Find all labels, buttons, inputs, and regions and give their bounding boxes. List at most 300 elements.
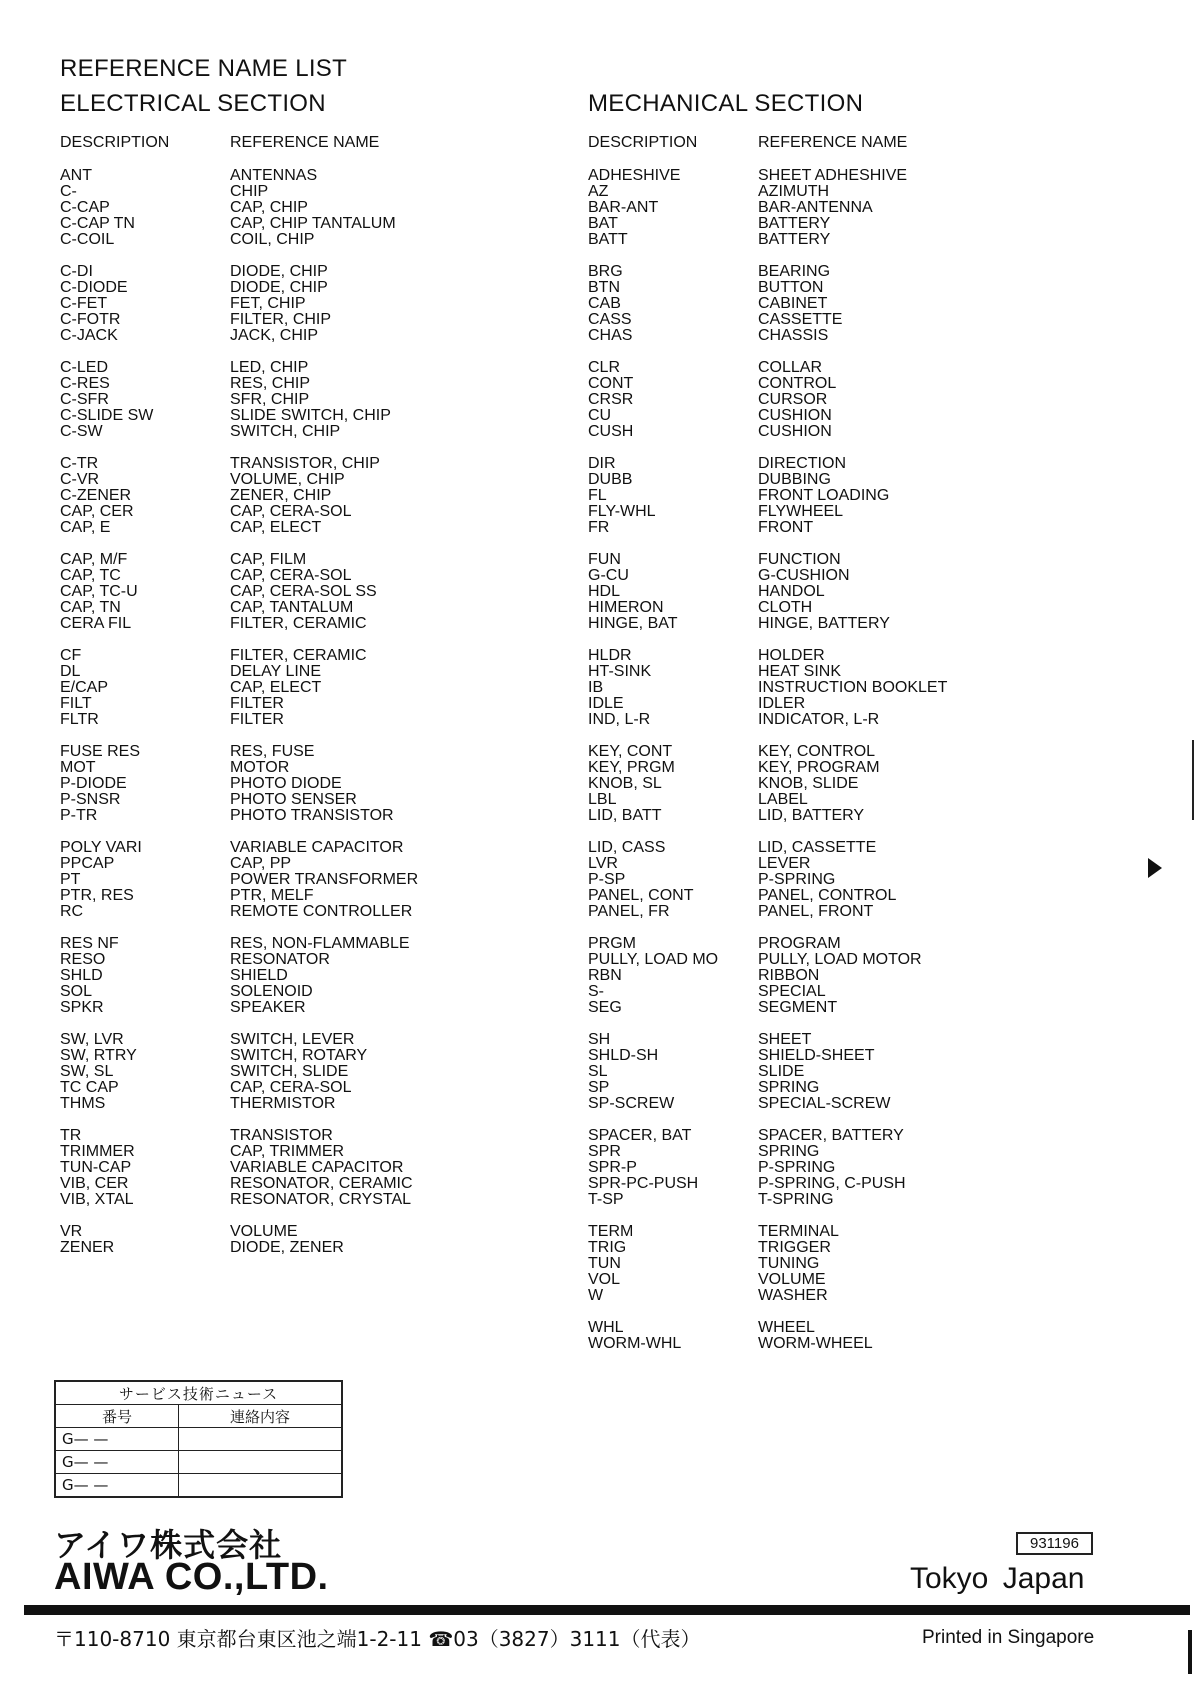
entry-reference-name: JACK, CHIP	[230, 327, 319, 344]
entry-description: CAP, TC	[60, 567, 121, 584]
entry-row	[588, 264, 947, 280]
entry-reference-name: SPECIAL-SCREW	[758, 1095, 891, 1112]
entry-description: CHAS	[588, 327, 633, 344]
entry-row	[60, 904, 418, 920]
entry-group	[588, 1320, 947, 1352]
entry-row	[588, 392, 947, 408]
entry-reference-name: DIRECTION	[758, 455, 846, 472]
entry-row	[60, 1176, 418, 1192]
entry-description: TC CAP	[60, 1079, 119, 1096]
entry-row	[60, 1064, 418, 1080]
entry-reference-name: DUBBING	[758, 471, 831, 488]
entry-description: RESO	[60, 951, 106, 968]
entry-row	[60, 760, 418, 776]
entry-row	[588, 360, 947, 376]
entry-description: CUSH	[588, 423, 634, 440]
entry-reference-name: COLLAR	[758, 359, 823, 376]
entry-reference-name: PANEL, CONTROL	[758, 887, 897, 904]
entry-reference-name: DIODE, CHIP	[230, 263, 328, 280]
entry-description: HIMERON	[588, 599, 664, 616]
margin-arrow-icon	[1148, 858, 1162, 878]
entry-reference-name: SWITCH, LEVER	[230, 1031, 355, 1048]
entry-reference-name: RESONATOR	[230, 951, 330, 968]
entry-row	[588, 696, 947, 712]
entry-description: FL	[588, 487, 607, 504]
entry-row	[588, 680, 947, 696]
entry-description: AZ	[588, 183, 609, 200]
entry-description: PULLY, LOAD MO	[588, 951, 719, 968]
entry-reference-name: PANEL, FRONT	[758, 903, 874, 920]
entry-description: SW, LVR	[60, 1031, 124, 1048]
footer-rule	[24, 1605, 1190, 1615]
entry-row	[60, 872, 418, 888]
entry-row	[588, 808, 947, 824]
entry-row	[588, 712, 947, 728]
entry-description: C-FOTR	[60, 311, 121, 328]
entry-row	[60, 408, 418, 424]
entry-description: IDLE	[588, 695, 624, 712]
service-number-header: 番号	[55, 1405, 179, 1428]
entry-description: SHLD	[60, 967, 103, 984]
entry-row	[588, 328, 947, 344]
entry-reference-name: CURSOR	[758, 391, 828, 408]
entry-group	[588, 360, 947, 440]
entry-reference-name: RESONATOR, CERAMIC	[230, 1175, 413, 1192]
entry-reference-name: SHEET	[758, 1031, 812, 1048]
entry-row	[588, 168, 947, 184]
entry-reference-name: PTR, MELF	[230, 887, 314, 904]
entry-group	[588, 1032, 947, 1112]
entry-description: C-SW	[60, 423, 103, 440]
entry-row	[60, 680, 418, 696]
entry-row	[588, 568, 947, 584]
entry-description: PANEL, CONT	[588, 887, 694, 904]
entry-description: HDL	[588, 583, 621, 600]
entry-reference-name: RESONATOR, CRYSTAL	[230, 1191, 412, 1208]
entry-description: W	[588, 1287, 604, 1304]
entry-row	[60, 1000, 418, 1016]
company-address: 〒110-8710 東京都台東区池之端1-2-11 ☎03（3827）3111（代表）	[54, 1627, 701, 1651]
entry-reference-name: VOLUME	[230, 1223, 298, 1240]
entry-description: SPR-P	[588, 1159, 637, 1176]
entry-description: FLY-WHL	[588, 503, 656, 520]
entry-reference-name: WORM-WHEEL	[758, 1335, 873, 1352]
entry-description: LID, CASS	[588, 839, 666, 856]
entry-group	[588, 1224, 947, 1304]
entry-reference-name: FILTER	[230, 711, 284, 728]
electrical-section-title: ELECTRICAL SECTION	[60, 90, 326, 117]
entry-reference-name: CAP, CERA-SOL SS	[230, 583, 377, 600]
entry-reference-name: BAR-ANTENNA	[758, 199, 873, 216]
entry-reference-name: CUSHION	[758, 423, 832, 440]
entry-group	[588, 744, 947, 824]
entry-row	[588, 888, 947, 904]
entry-row	[588, 184, 947, 200]
entry-row	[588, 376, 947, 392]
entry-row	[588, 1080, 947, 1096]
entry-reference-name: TUNING	[758, 1255, 820, 1272]
entry-row	[588, 744, 947, 760]
mechanical-description-header: DESCRIPTION	[588, 134, 698, 151]
entry-description: CAP, TC-U	[60, 583, 138, 600]
entry-row	[60, 664, 418, 680]
entry-reference-name: CAP, CERA-SOL	[230, 1079, 352, 1096]
entry-reference-name: MOTOR	[230, 759, 290, 776]
entry-row	[588, 968, 947, 984]
service-content-header: 連絡内容	[179, 1405, 343, 1428]
entry-description: BRG	[588, 263, 623, 280]
entry-description: KNOB, SL	[588, 775, 662, 792]
entry-reference-name: FILTER, CERAMIC	[230, 647, 367, 664]
entry-reference-name: RES, NON-FLAMMABLE	[230, 935, 410, 952]
service-number-cell: G— —	[55, 1474, 179, 1498]
entry-row	[588, 1224, 947, 1240]
entry-reference-name: LID, CASSETTE	[758, 839, 877, 856]
entry-description: CONT	[588, 375, 634, 392]
service-content-cell	[179, 1474, 343, 1498]
entry-row	[60, 600, 418, 616]
entry-description: C-FET	[60, 295, 108, 312]
entry-description: THMS	[60, 1095, 106, 1112]
mechanical-column-headers	[588, 134, 947, 154]
entry-row	[60, 504, 418, 520]
entry-row	[60, 424, 418, 440]
entry-row	[60, 1240, 418, 1256]
entry-row	[588, 1144, 947, 1160]
entry-description: LID, BATT	[588, 807, 662, 824]
entry-row	[588, 584, 947, 600]
entry-reference-name: CAP, TANTALUM	[230, 599, 354, 616]
entry-reference-name: ZENER, CHIP	[230, 487, 332, 504]
entry-description: C-CAP	[60, 199, 110, 216]
entry-row	[60, 488, 418, 504]
entry-row	[60, 280, 418, 296]
entry-row	[60, 856, 418, 872]
entry-group	[60, 360, 418, 440]
entry-reference-name: CLOTH	[758, 599, 813, 616]
entry-description: C-DI	[60, 263, 93, 280]
entry-group	[60, 552, 418, 632]
entry-reference-name: CAP, CHIP TANTALUM	[230, 215, 396, 232]
entry-reference-name: KNOB, SLIDE	[758, 775, 859, 792]
entry-description: BAR-ANT	[588, 199, 659, 216]
entry-group	[60, 936, 418, 1016]
entry-row	[588, 760, 947, 776]
entry-reference-name: LEVER	[758, 855, 811, 872]
entry-reference-name: SOLENOID	[230, 983, 313, 1000]
entry-row	[588, 1192, 947, 1208]
entry-row	[60, 1048, 418, 1064]
entry-description: CU	[588, 407, 612, 424]
entry-row	[60, 1192, 418, 1208]
entry-reference-name: BATTERY	[758, 231, 831, 248]
entry-row	[588, 984, 947, 1000]
entry-group	[588, 648, 947, 728]
entry-description: SP	[588, 1079, 610, 1096]
entry-description: C-JACK	[60, 327, 118, 344]
entry-description: C-SLIDE SW	[60, 407, 154, 424]
entry-row	[60, 888, 418, 904]
entry-description: SPACER, BAT	[588, 1127, 692, 1144]
entry-reference-name: BEARING	[758, 263, 831, 280]
entry-description: TUN	[588, 1255, 621, 1272]
entry-description: DUBB	[588, 471, 633, 488]
entry-row	[588, 424, 947, 440]
entry-description: FUSE RES	[60, 743, 141, 760]
entry-reference-name: BUTTON	[758, 279, 824, 296]
entry-description: SPR-PC-PUSH	[588, 1175, 699, 1192]
entry-description: FILT	[60, 695, 92, 712]
entry-reference-name: BATTERY	[758, 215, 831, 232]
service-number-cell: G— —	[55, 1428, 179, 1451]
entry-description: VOL	[588, 1271, 621, 1288]
entry-description: C-DIODE	[60, 279, 128, 296]
entry-description: P-TR	[60, 807, 98, 824]
entry-row	[60, 1128, 418, 1144]
entry-row	[60, 232, 418, 248]
entry-row	[60, 936, 418, 952]
entry-row	[588, 200, 947, 216]
entry-description: BATT	[588, 231, 628, 248]
entry-description: P-SP	[588, 871, 626, 888]
mechanical-section	[588, 90, 947, 1368]
entry-row	[588, 488, 947, 504]
service-number-cell: G— —	[55, 1451, 179, 1474]
entry-description: C-ZENER	[60, 487, 132, 504]
entry-description: VIB, XTAL	[60, 1191, 134, 1208]
entry-reference-name: CAP, CERA-SOL	[230, 503, 352, 520]
entry-row	[588, 296, 947, 312]
entry-reference-name: POWER TRANSFORMER	[230, 871, 419, 888]
entry-description: CAP, CER	[60, 503, 134, 520]
entry-row	[60, 312, 418, 328]
entry-row	[60, 952, 418, 968]
electrical-entries	[60, 168, 418, 1256]
entry-reference-name: PHOTO SENSER	[230, 791, 357, 808]
entry-description: SPR	[588, 1143, 621, 1160]
entry-reference-name: FRONT LOADING	[758, 487, 890, 504]
entry-reference-name: FET, CHIP	[230, 295, 306, 312]
entry-row	[60, 792, 418, 808]
entry-reference-name: PULLY, LOAD MOTOR	[758, 951, 922, 968]
entry-row	[60, 328, 418, 344]
entry-reference-name: CAP, ELECT	[230, 519, 322, 536]
entry-row	[60, 840, 418, 856]
entry-description: G-CU	[588, 567, 629, 584]
entry-row	[60, 376, 418, 392]
entry-description: S-	[588, 983, 604, 1000]
entry-description: C-COIL	[60, 231, 115, 248]
entry-reference-name: VOLUME	[758, 1271, 826, 1288]
entry-description: WHL	[588, 1319, 624, 1336]
entry-row	[60, 1096, 418, 1112]
entry-description: C-LED	[60, 359, 109, 376]
entry-reference-name: INSTRUCTION BOOKLET	[758, 679, 948, 696]
entry-reference-name: DELAY LINE	[230, 663, 322, 680]
entry-reference-name: CAP, CHIP	[230, 199, 308, 216]
entry-description: KEY, CONT	[588, 743, 673, 760]
entry-row	[60, 648, 418, 664]
printed-in-label: Printed in Singapore	[922, 1627, 1095, 1648]
entry-reference-name: SWITCH, ROTARY	[230, 1047, 368, 1064]
entry-row	[588, 936, 947, 952]
entry-reference-name: SLIDE SWITCH, CHIP	[230, 407, 391, 424]
entry-row	[588, 904, 947, 920]
entry-reference-name: FILTER, CERAMIC	[230, 615, 367, 632]
entry-description: TRIMMER	[60, 1143, 135, 1160]
entry-row	[588, 1000, 947, 1016]
entry-description: ZENER	[60, 1239, 115, 1256]
entry-reference-name: CASSETTE	[758, 311, 843, 328]
entry-row	[588, 232, 947, 248]
entry-description: CERA FIL	[60, 615, 132, 632]
entry-reference-name: SHIELD-SHEET	[758, 1047, 875, 1064]
entry-description: ADHESHIVE	[588, 167, 681, 184]
entry-reference-name: WHEEL	[758, 1319, 815, 1336]
entry-row	[60, 552, 418, 568]
city-label: Tokyo Japan	[910, 1562, 1085, 1595]
entry-description: RC	[60, 903, 84, 920]
entry-reference-name: IDLER	[758, 695, 806, 712]
entry-row	[588, 1320, 947, 1336]
entry-row	[588, 616, 947, 632]
entry-description: VR	[60, 1223, 83, 1240]
entry-reference-name: THERMISTOR	[230, 1095, 336, 1112]
entry-description: HLDR	[588, 647, 632, 664]
entry-row	[60, 968, 418, 984]
entry-reference-name: FLYWHEEL	[758, 503, 844, 520]
entry-row	[588, 1176, 947, 1192]
entry-row	[60, 1080, 418, 1096]
entry-reference-name: PHOTO TRANSISTOR	[230, 807, 394, 824]
entry-row	[588, 1160, 947, 1176]
entry-description: BTN	[588, 279, 620, 296]
entry-row	[588, 1048, 947, 1064]
entry-row	[60, 808, 418, 824]
entry-reference-name: SHIELD	[230, 967, 288, 984]
entry-description: FUN	[588, 551, 621, 568]
entry-reference-name: VARIABLE CAPACITOR	[230, 1159, 404, 1176]
entry-reference-name: HANDOL	[758, 583, 825, 600]
entry-row	[60, 1144, 418, 1160]
entry-reference-name: CAP, FILM	[230, 551, 307, 568]
entry-group	[60, 264, 418, 344]
mechanical-section-title: MECHANICAL SECTION	[588, 90, 864, 117]
entry-description: IND, L-R	[588, 711, 651, 728]
entry-row	[588, 856, 947, 872]
entry-reference-name: CAP, TRIMMER	[230, 1143, 345, 1160]
entry-row	[60, 1032, 418, 1048]
entry-row	[588, 776, 947, 792]
entry-reference-name: KEY, CONTROL	[758, 743, 876, 760]
entry-row	[60, 456, 418, 472]
entry-group	[588, 1128, 947, 1208]
entry-group	[60, 744, 418, 824]
entry-row	[60, 744, 418, 760]
entry-row	[588, 600, 947, 616]
entry-description: PTR, RES	[60, 887, 134, 904]
entry-reference-name: SHEET ADHESHIVE	[758, 167, 908, 184]
entry-description: SEG	[588, 999, 622, 1016]
entry-row	[60, 984, 418, 1000]
entry-reference-name: SPEAKER	[230, 999, 306, 1016]
entry-reference-name: SWITCH, CHIP	[230, 423, 341, 440]
entry-reference-name: CONTROL	[758, 375, 837, 392]
entry-group	[60, 1224, 418, 1256]
entry-description: T-SP	[588, 1191, 624, 1208]
entry-reference-name: LID, BATTERY	[758, 807, 865, 824]
electrical-column-headers	[60, 134, 418, 154]
entry-description: E/CAP	[60, 679, 109, 696]
entry-row	[588, 1256, 947, 1272]
entry-description: SH	[588, 1031, 611, 1048]
entry-description: TR	[60, 1127, 82, 1144]
entry-row	[588, 1336, 947, 1352]
entry-description: LVR	[588, 855, 618, 872]
entry-row	[588, 1128, 947, 1144]
service-news-title: サービス技術ニュース	[55, 1381, 342, 1405]
entry-row	[60, 1160, 418, 1176]
electrical-section	[60, 90, 418, 1272]
entry-description: SP-SCREW	[588, 1095, 675, 1112]
entry-group	[588, 840, 947, 920]
entry-description: WORM-WHL	[588, 1335, 682, 1352]
entry-group	[588, 936, 947, 1016]
entry-reference-name: RIBBON	[758, 967, 820, 984]
entry-reference-name: TRANSISTOR	[230, 1127, 333, 1144]
entry-description: CRSR	[588, 391, 634, 408]
entry-description: P-DIODE	[60, 775, 127, 792]
entry-row	[60, 200, 418, 216]
entry-reference-name: CAP, CERA-SOL	[230, 567, 352, 584]
entry-reference-name: RES, CHIP	[230, 375, 311, 392]
entry-group	[588, 552, 947, 632]
entry-reference-name: FUNCTION	[758, 551, 841, 568]
entry-description: P-SNSR	[60, 791, 121, 808]
entry-description: C-TR	[60, 455, 99, 472]
entry-description: C-VR	[60, 471, 100, 488]
entry-row	[60, 776, 418, 792]
entry-group	[60, 456, 418, 536]
entry-reference-name: LABEL	[758, 791, 808, 808]
entry-reference-name: HINGE, BATTERY	[758, 615, 890, 632]
entry-row	[588, 280, 947, 296]
entry-row	[588, 872, 947, 888]
entry-description: C-	[60, 183, 77, 200]
entry-group	[588, 264, 947, 344]
entry-reference-name: INDICATOR, L-R	[758, 711, 880, 728]
entry-reference-name: HEAT SINK	[758, 663, 841, 680]
entry-group	[60, 1032, 418, 1112]
entry-reference-name: SWITCH, SLIDE	[230, 1063, 349, 1080]
entry-description: C-RES	[60, 375, 110, 392]
entry-row	[60, 616, 418, 632]
entry-row	[588, 664, 947, 680]
entry-description: CAP, TN	[60, 599, 121, 616]
entry-description: IB	[588, 679, 604, 696]
entry-description: CLR	[588, 359, 621, 376]
entry-description: DIR	[588, 455, 616, 472]
entry-reference-name: P-SPRING, C-PUSH	[758, 1175, 906, 1192]
entry-reference-name: CHASSIS	[758, 327, 829, 344]
service-content-cell	[179, 1428, 343, 1451]
entry-reference-name: CABINET	[758, 295, 828, 312]
entry-row	[588, 472, 947, 488]
page-title: REFERENCE NAME LIST	[60, 55, 348, 82]
entry-reference-name: VARIABLE CAPACITOR	[230, 839, 404, 856]
entry-row	[60, 568, 418, 584]
entry-reference-name: AZIMUTH	[758, 183, 830, 200]
